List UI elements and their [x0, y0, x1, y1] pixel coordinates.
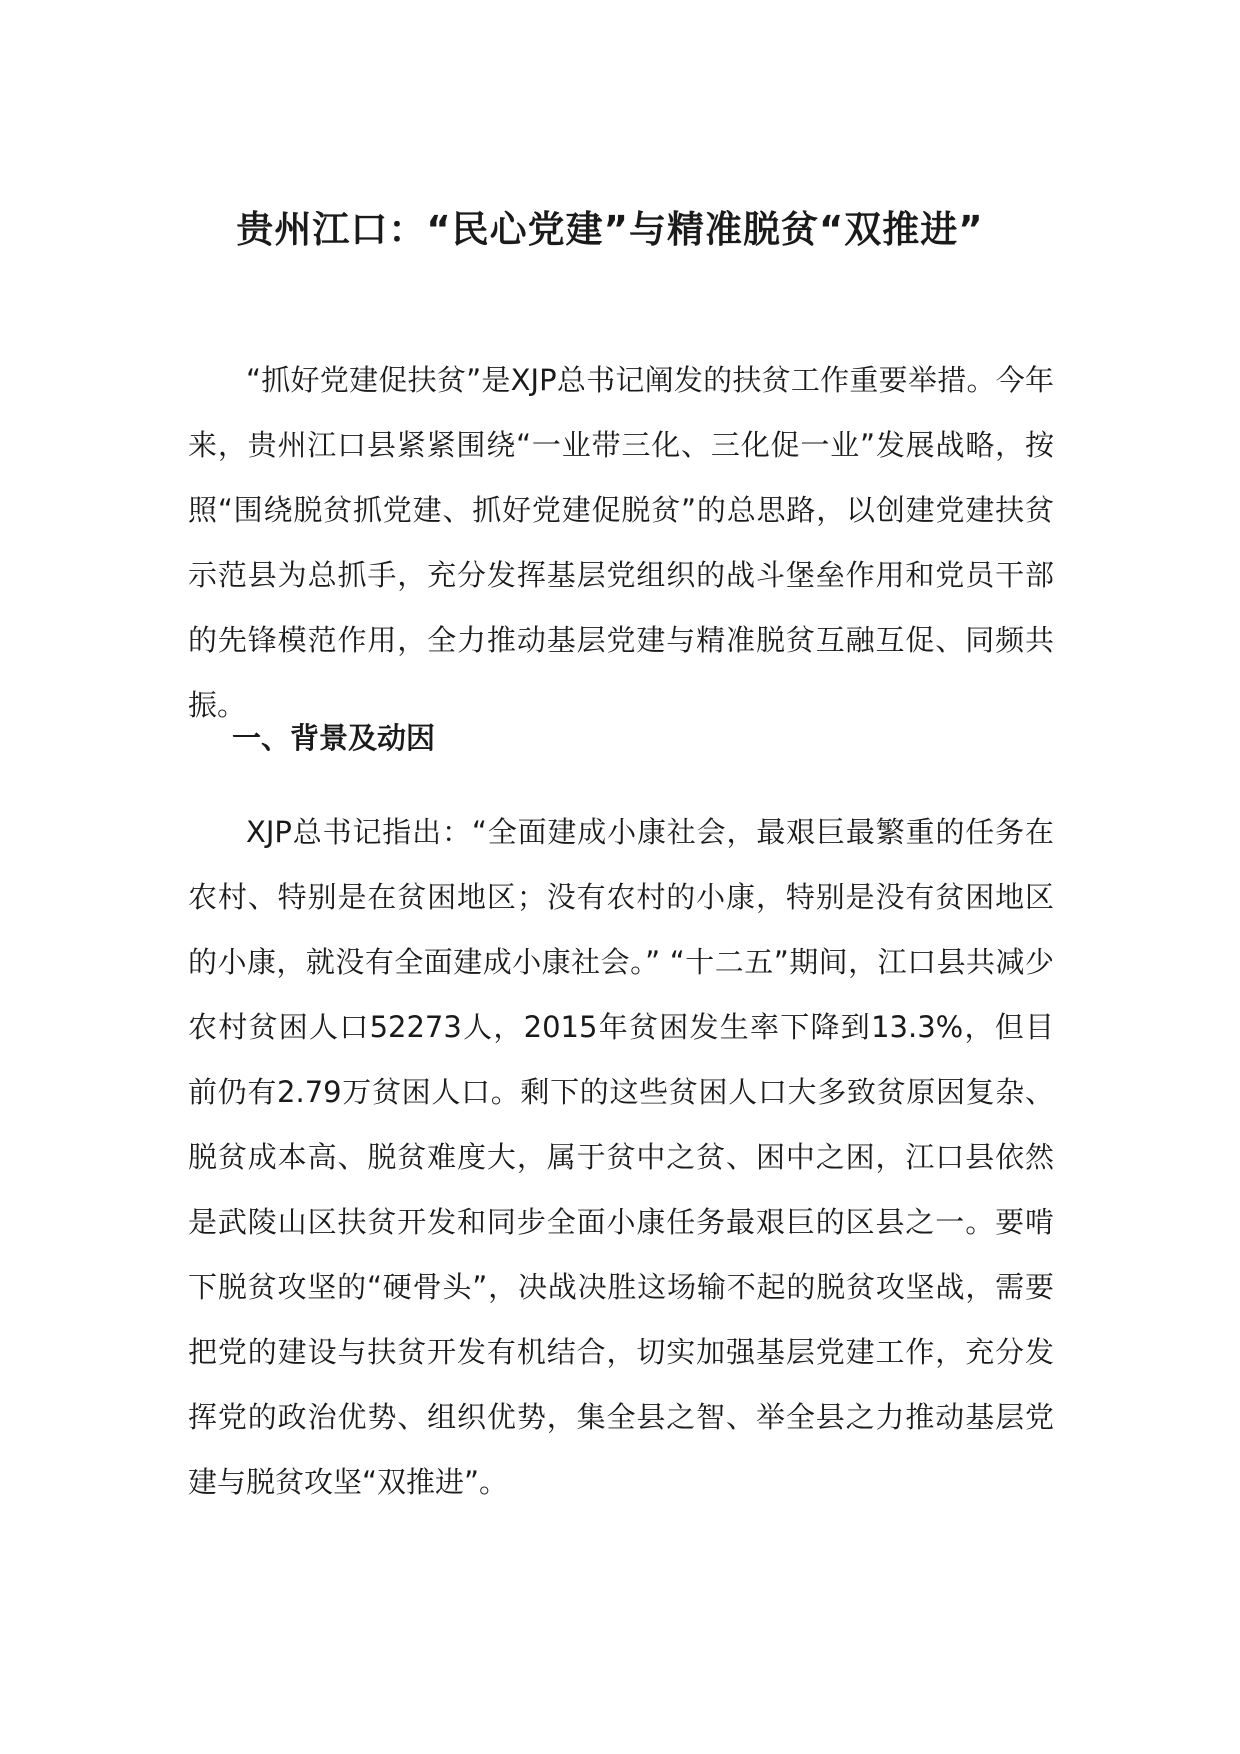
background-paragraph: XJP总书记指出：“全面建成小康社会，最艰巨最繁重的任务在农村、特别是在贫困地区；没有农村的小康，特别是没有贫困地区的小康，就没有全面建成小康社会。” “十二五”期间，江口县共减少农村贫困人口52273人，2015年贫困发生率下降到13.3%，但目前仍有2.79万贫困人口。剩下的这些贫困人口大多致贫原因复杂、脱贫成本高、脱贫难度大，属于贫中之贫、困中之困，江口县依然是武陵山区扶贫开发和同步全面小康任务最艰巨的区县之一。要啃下脱贫攻坚的“硬骨头”，决战决胜这场输不起的脱贫攻坚战，需要把党的建设与扶贫开发有机结合，切实加强基层党建工作，充分发挥党的政治优势、组织优势，集全县之智、举全县之力推动基层党建与脱贫攻坚“双推进”。	[188, 815, 1054, 1499]
intro-paragraph: “抓好党建促扶贫”是XJP总书记阐发的扶贫工作重要举措。今年来，贵州江口县紧紧围绕“一业带三化、三化促一业”发展战略，按照“围绕脱贫抓党建、抓好党建促脱贫”的总思路，以创建党建扶贫示范县为总抓手，充分发挥基层党组织的战斗堡垒作用和党员干部的先锋模范作用，全力推动基层党建与精准脱贫互融互促、同频共振。	[188, 363, 1054, 722]
document-title: 贵州江口：“民心党建”与精准脱贫“双推进”	[236, 208, 984, 251]
section-heading: 一、背景及动因	[232, 721, 436, 755]
